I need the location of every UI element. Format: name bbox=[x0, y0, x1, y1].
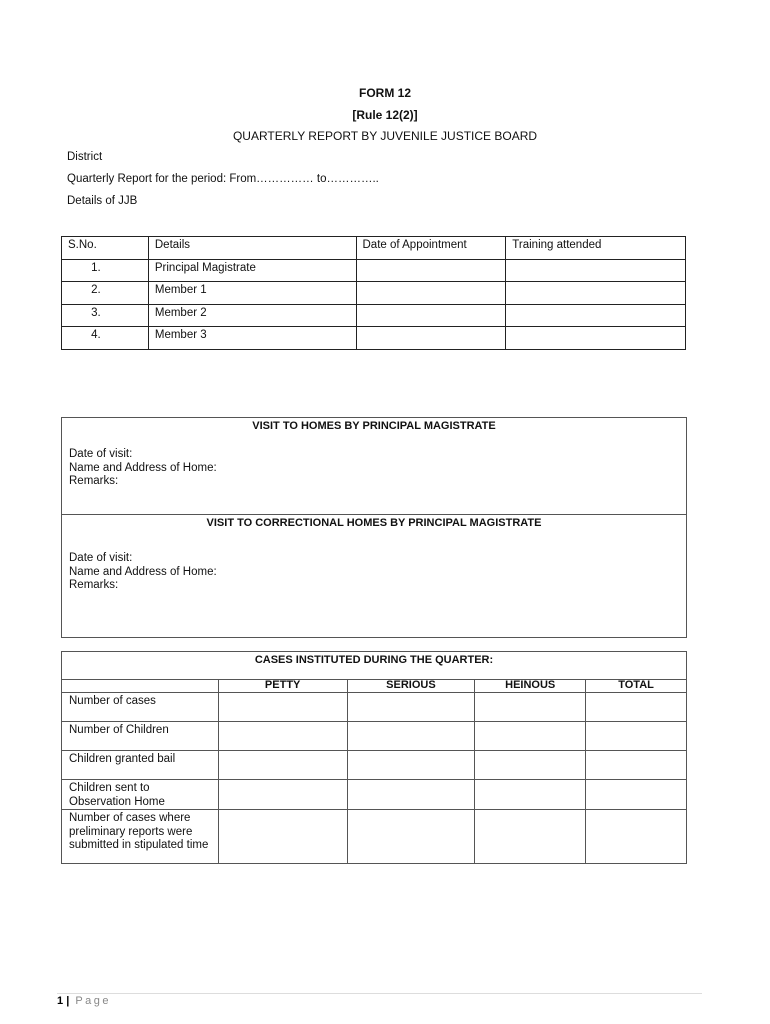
training-attended-cell[interactable] bbox=[506, 259, 686, 282]
petty-cell[interactable] bbox=[218, 780, 347, 810]
training-attended-cell[interactable] bbox=[506, 282, 686, 305]
table-header-row bbox=[62, 680, 687, 693]
row-label: Children sent to Observation Home bbox=[62, 780, 219, 810]
cases-title: CASES INSTITUTED DURING THE QUARTER: bbox=[62, 652, 687, 680]
table-row bbox=[62, 751, 687, 780]
training-attended-cell[interactable] bbox=[506, 304, 686, 327]
table-row bbox=[62, 810, 687, 864]
row-label: Number of cases where preliminary reports were submitted in stipulated time bbox=[62, 810, 219, 864]
total-cell[interactable] bbox=[586, 693, 687, 722]
row-label: Number of cases bbox=[62, 693, 219, 722]
jjb-details-table bbox=[61, 236, 686, 350]
visit-correctional-title: VISIT TO CORRECTIONAL HOMES BY PRINCIPAL MAGISTRATE bbox=[206, 517, 542, 529]
column-header-heinous: HEINOUS bbox=[475, 680, 586, 693]
table-row bbox=[62, 282, 686, 305]
form-number: FORM 12 bbox=[358, 86, 411, 100]
cases-table bbox=[61, 651, 687, 864]
total-cell[interactable] bbox=[586, 751, 687, 780]
table-row bbox=[62, 722, 687, 751]
name-address-home-label: Name and Address of Home: bbox=[69, 461, 217, 474]
training-attended-cell[interactable] bbox=[506, 327, 686, 350]
serious-cell[interactable] bbox=[347, 693, 475, 722]
heinous-cell[interactable] bbox=[475, 693, 586, 722]
serious-cell[interactable] bbox=[347, 722, 475, 751]
petty-cell[interactable] bbox=[218, 751, 347, 780]
table-row bbox=[62, 304, 686, 327]
column-header-total: TOTAL bbox=[586, 680, 687, 693]
date-of-appointment-cell[interactable] bbox=[356, 259, 506, 282]
row-details: Member 1 bbox=[148, 282, 356, 305]
form-title: QUARTERLY REPORT BY JUVENILE JUSTICE BOARD bbox=[232, 129, 538, 143]
form-rule: [Rule 12(2)] bbox=[352, 108, 418, 122]
column-header-serious: SERIOUS bbox=[347, 680, 475, 693]
total-cell[interactable] bbox=[586, 780, 687, 810]
table-row bbox=[62, 259, 686, 282]
serious-cell[interactable] bbox=[347, 780, 475, 810]
date-of-appointment-cell[interactable] bbox=[356, 282, 506, 305]
footer-divider bbox=[57, 993, 702, 994]
column-header-date-of-appointment: Date of Appointment bbox=[356, 237, 506, 260]
visit-homes-section bbox=[62, 418, 686, 515]
visits-box bbox=[61, 417, 687, 638]
date-of-visit-label: Date of visit: bbox=[69, 552, 133, 564]
heinous-cell[interactable] bbox=[475, 780, 586, 810]
table-row bbox=[62, 327, 686, 350]
table-header-row bbox=[62, 237, 686, 260]
footer-separator: | bbox=[66, 995, 70, 1007]
date-of-appointment-cell[interactable] bbox=[356, 304, 506, 327]
heinous-cell[interactable] bbox=[475, 810, 586, 864]
remarks-label: Remarks: bbox=[69, 579, 119, 591]
row-details: Member 3 bbox=[148, 327, 356, 350]
serious-cell[interactable] bbox=[347, 751, 475, 780]
date-of-visit-label: Date of visit: bbox=[69, 448, 133, 460]
row-sno: 1. bbox=[62, 259, 149, 282]
row-label: Number of Children bbox=[62, 722, 219, 751]
total-cell[interactable] bbox=[586, 722, 687, 751]
petty-cell[interactable] bbox=[218, 810, 347, 864]
column-header-training-attended: Training attended bbox=[506, 237, 686, 260]
date-of-appointment-cell[interactable] bbox=[356, 327, 506, 350]
row-sno: 4. bbox=[62, 327, 149, 350]
row-label: Children granted bail bbox=[62, 751, 219, 780]
name-address-home-label: Name and Address of Home: bbox=[69, 565, 217, 578]
row-sno: 2. bbox=[62, 282, 149, 305]
page-footer bbox=[57, 995, 111, 1007]
serious-cell[interactable] bbox=[347, 810, 475, 864]
total-cell[interactable] bbox=[586, 810, 687, 864]
column-header-petty: PETTY bbox=[218, 680, 347, 693]
visit-correctional-section bbox=[62, 515, 686, 638]
heinous-cell[interactable] bbox=[475, 751, 586, 780]
column-header-sno: S.No. bbox=[62, 237, 149, 260]
row-details: Member 2 bbox=[148, 304, 356, 327]
petty-cell[interactable] bbox=[218, 693, 347, 722]
row-sno: 3. bbox=[62, 304, 149, 327]
page-label: Page bbox=[75, 995, 112, 1007]
column-header-blank bbox=[62, 680, 219, 693]
heinous-cell[interactable] bbox=[475, 722, 586, 751]
district-label: District bbox=[67, 151, 103, 163]
period-line: Quarterly Report for the period: From…………… to………….. bbox=[67, 173, 379, 185]
column-header-details: Details bbox=[148, 237, 356, 260]
row-details: Principal Magistrate bbox=[148, 259, 356, 282]
table-row bbox=[62, 780, 687, 810]
visit-homes-fields bbox=[69, 448, 217, 489]
remarks-label: Remarks: bbox=[69, 475, 119, 487]
jjb-details-label: Details of JJB bbox=[67, 195, 138, 207]
petty-cell[interactable] bbox=[218, 722, 347, 751]
page-number: 1 bbox=[57, 995, 64, 1007]
visit-correctional-fields bbox=[69, 552, 217, 593]
visit-homes-title: VISIT TO HOMES BY PRINCIPAL MAGISTRATE bbox=[252, 420, 496, 432]
table-row bbox=[62, 693, 687, 722]
